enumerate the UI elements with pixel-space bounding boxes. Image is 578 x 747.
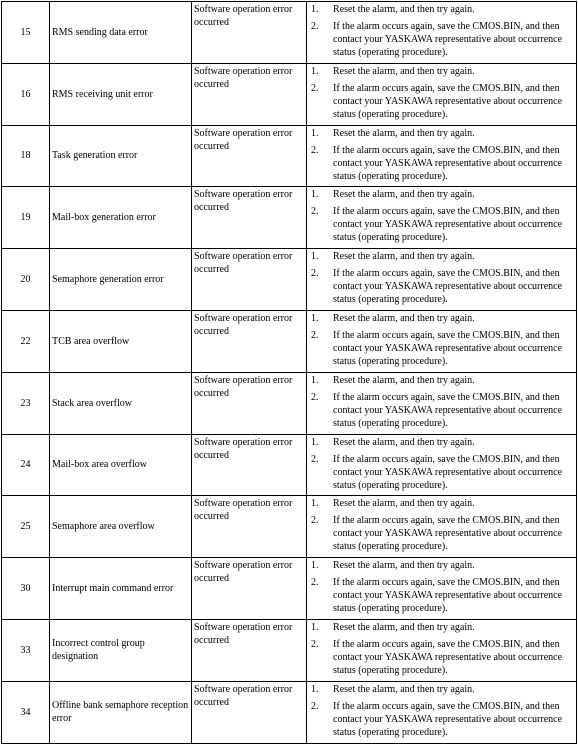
alarm-name: RMS receiving unit error bbox=[50, 63, 192, 125]
alarm-name: Interrupt main command error bbox=[50, 558, 192, 620]
alarm-number: 16 bbox=[2, 63, 50, 125]
remedy-step-number: 1. bbox=[311, 374, 319, 386]
remedy-step bbox=[309, 188, 574, 201]
alarm-cause: Software operation error occurred bbox=[192, 496, 307, 558]
alarm-name: Offline bank semaphore reception error bbox=[50, 681, 192, 743]
alarm-table bbox=[1, 1, 577, 744]
remedy-step-text: If the alarm occurs again, save the CMOS.BIN, and then contact your YASKAWA representative about occurrence status (operating procedure). bbox=[333, 515, 563, 553]
remedy-step bbox=[309, 576, 574, 615]
remedy-step-text: If the alarm occurs again, save the CMOS.BIN, and then contact your YASKAWA representative about occurrence status (operating procedure). bbox=[333, 268, 563, 306]
alarm-remedy bbox=[307, 63, 577, 125]
alarm-number: 15 bbox=[2, 2, 50, 64]
remedy-step-number: 2. bbox=[311, 515, 319, 527]
alarm-name: Stack area overflow bbox=[50, 372, 192, 434]
remedy-step-number: 2. bbox=[311, 453, 319, 465]
alarm-number: 34 bbox=[2, 681, 50, 743]
remedy-step-text: Reset the alarm, and then try again. bbox=[333, 621, 475, 633]
alarm-remedy bbox=[307, 249, 577, 311]
remedy-step bbox=[309, 82, 574, 121]
alarm-cause: Software operation error occurred bbox=[192, 619, 307, 681]
alarm-number: 24 bbox=[2, 434, 50, 496]
alarm-name: Task generation error bbox=[50, 125, 192, 187]
remedy-step-text: Reset the alarm, and then try again. bbox=[333, 251, 475, 263]
remedy-step-number: 1. bbox=[311, 312, 319, 324]
alarm-row bbox=[2, 125, 577, 187]
remedy-step-number: 2. bbox=[311, 268, 319, 280]
remedy-step-number: 2. bbox=[311, 577, 319, 589]
remedy-step-number: 1. bbox=[311, 621, 319, 633]
alarm-name: Semaphore generation error bbox=[50, 249, 192, 311]
remedy-step bbox=[309, 250, 574, 263]
alarm-number: 20 bbox=[2, 249, 50, 311]
remedy-step bbox=[309, 374, 574, 387]
alarm-name: Mail-box area overflow bbox=[50, 434, 192, 496]
alarm-cause: Software operation error occurred bbox=[192, 2, 307, 64]
remedy-step-number: 1. bbox=[311, 65, 319, 77]
alarm-number: 22 bbox=[2, 310, 50, 372]
remedy-step bbox=[309, 144, 574, 183]
alarm-remedy bbox=[307, 310, 577, 372]
alarm-remedy bbox=[307, 187, 577, 249]
alarm-number: 23 bbox=[2, 372, 50, 434]
remedy-step bbox=[309, 497, 574, 510]
remedy-step bbox=[309, 312, 574, 325]
remedy-step-text: Reset the alarm, and then try again. bbox=[333, 560, 475, 572]
remedy-step-number: 1. bbox=[311, 127, 319, 139]
remedy-step-text: Reset the alarm, and then try again. bbox=[333, 683, 475, 695]
remedy-step-number: 2. bbox=[311, 82, 319, 94]
alarm-remedy bbox=[307, 681, 577, 743]
alarm-cause: Software operation error occurred bbox=[192, 310, 307, 372]
remedy-step-text: If the alarm occurs again, save the CMOS.BIN, and then contact your YASKAWA representative about occurrence status (operating procedure). bbox=[333, 329, 563, 367]
remedy-step-text: Reset the alarm, and then try again. bbox=[333, 312, 475, 324]
remedy-step-text: Reset the alarm, and then try again. bbox=[333, 374, 475, 386]
alarm-row bbox=[2, 434, 577, 496]
remedy-step-text: If the alarm occurs again, save the CMOS.BIN, and then contact your YASKAWA representative about occurrence status (operating procedure). bbox=[333, 577, 563, 615]
remedy-step bbox=[309, 205, 574, 244]
alarm-cause: Software operation error occurred bbox=[192, 372, 307, 434]
remedy-step-text: If the alarm occurs again, save the CMOS.BIN, and then contact your YASKAWA representative about occurrence status (operating procedure). bbox=[333, 391, 563, 429]
remedy-step-text: If the alarm occurs again, save the CMOS.BIN, and then contact your YASKAWA representative about occurrence status (operating procedure). bbox=[333, 144, 563, 182]
alarm-number: 18 bbox=[2, 125, 50, 187]
alarm-number: 25 bbox=[2, 496, 50, 558]
remedy-step bbox=[309, 329, 574, 368]
remedy-step-text: If the alarm occurs again, save the CMOS.BIN, and then contact your YASKAWA representative about occurrence status (operating procedure). bbox=[333, 638, 563, 676]
remedy-step-number: 1. bbox=[311, 4, 319, 15]
alarm-row bbox=[2, 681, 577, 743]
alarm-cause: Software operation error occurred bbox=[192, 63, 307, 125]
remedy-step bbox=[309, 700, 574, 739]
alarm-name: Semaphore area overflow bbox=[50, 496, 192, 558]
remedy-step-text: If the alarm occurs again, save the CMOS.BIN, and then contact your YASKAWA representative about occurrence status (operating procedure). bbox=[333, 21, 563, 58]
remedy-step bbox=[309, 436, 574, 449]
remedy-step-text: Reset the alarm, and then try again. bbox=[333, 498, 475, 510]
alarm-number: 33 bbox=[2, 619, 50, 681]
remedy-step-number: 1. bbox=[311, 683, 319, 695]
remedy-step bbox=[309, 621, 574, 634]
remedy-step-number: 1. bbox=[311, 251, 319, 263]
alarm-cause: Software operation error occurred bbox=[192, 434, 307, 496]
alarm-remedy bbox=[307, 558, 577, 620]
remedy-step-text: If the alarm occurs again, save the CMOS.BIN, and then contact your YASKAWA representative about occurrence status (operating procedure). bbox=[333, 453, 563, 491]
alarm-name: TCB area overflow bbox=[50, 310, 192, 372]
alarm-cause: Software operation error occurred bbox=[192, 187, 307, 249]
alarm-number: 30 bbox=[2, 558, 50, 620]
alarm-remedy bbox=[307, 434, 577, 496]
remedy-step-number: 1. bbox=[311, 560, 319, 572]
remedy-step bbox=[309, 638, 574, 677]
remedy-step-number: 2. bbox=[311, 700, 319, 712]
alarm-row bbox=[2, 496, 577, 558]
remedy-step-text: Reset the alarm, and then try again. bbox=[333, 4, 475, 15]
remedy-step-number: 2. bbox=[311, 21, 319, 32]
alarm-cause: Software operation error occurred bbox=[192, 125, 307, 187]
remedy-step bbox=[309, 65, 574, 78]
remedy-step bbox=[309, 683, 574, 696]
alarm-name: Incorrect control group designation bbox=[50, 619, 192, 681]
remedy-step bbox=[309, 267, 574, 306]
remedy-step bbox=[309, 514, 574, 553]
alarm-cause: Software operation error occurred bbox=[192, 558, 307, 620]
remedy-step-number: 2. bbox=[311, 144, 319, 156]
alarm-remedy bbox=[307, 619, 577, 681]
remedy-step-number: 2. bbox=[311, 206, 319, 218]
alarm-row bbox=[2, 310, 577, 372]
alarm-remedy bbox=[307, 496, 577, 558]
remedy-step bbox=[309, 559, 574, 572]
remedy-step-text: Reset the alarm, and then try again. bbox=[333, 127, 475, 139]
remedy-step bbox=[309, 453, 574, 492]
remedy-step-text: Reset the alarm, and then try again. bbox=[333, 436, 475, 448]
remedy-step-text: Reset the alarm, and then try again. bbox=[333, 189, 475, 201]
alarm-cause: Software operation error occurred bbox=[192, 681, 307, 743]
alarm-row bbox=[2, 249, 577, 311]
remedy-step bbox=[309, 127, 574, 140]
alarm-number: 19 bbox=[2, 187, 50, 249]
remedy-step-number: 1. bbox=[311, 436, 319, 448]
remedy-step-number: 2. bbox=[311, 638, 319, 650]
remedy-step-text: Reset the alarm, and then try again. bbox=[333, 65, 475, 77]
alarm-row bbox=[2, 372, 577, 434]
alarm-remedy bbox=[307, 125, 577, 187]
alarm-cause: Software operation error occurred bbox=[192, 249, 307, 311]
alarm-row bbox=[2, 63, 577, 125]
alarm-remedy bbox=[307, 372, 577, 434]
remedy-step-text: If the alarm occurs again, save the CMOS.BIN, and then contact your YASKAWA representative about occurrence status (operating procedure). bbox=[333, 206, 563, 244]
alarm-row bbox=[2, 619, 577, 681]
alarm-name: Mail-box generation error bbox=[50, 187, 192, 249]
remedy-step-number: 1. bbox=[311, 189, 319, 201]
alarm-remedy bbox=[307, 2, 577, 64]
remedy-step bbox=[309, 20, 574, 59]
remedy-step-number: 1. bbox=[311, 498, 319, 510]
remedy-step-text: If the alarm occurs again, save the CMOS.BIN, and then contact your YASKAWA representative about occurrence status (operating procedure). bbox=[333, 82, 563, 120]
alarm-row bbox=[2, 2, 577, 64]
alarm-name: RMS sending data error bbox=[50, 2, 192, 64]
remedy-step-number: 2. bbox=[311, 329, 319, 341]
remedy-step bbox=[309, 3, 574, 16]
remedy-step-number: 2. bbox=[311, 391, 319, 403]
remedy-step-text: If the alarm occurs again, save the CMOS.BIN, and then contact your YASKAWA representative about occurrence status (operating procedure). bbox=[333, 700, 563, 738]
alarm-table-body bbox=[2, 2, 577, 744]
alarm-row bbox=[2, 558, 577, 620]
remedy-step bbox=[309, 391, 574, 430]
alarm-row bbox=[2, 187, 577, 249]
